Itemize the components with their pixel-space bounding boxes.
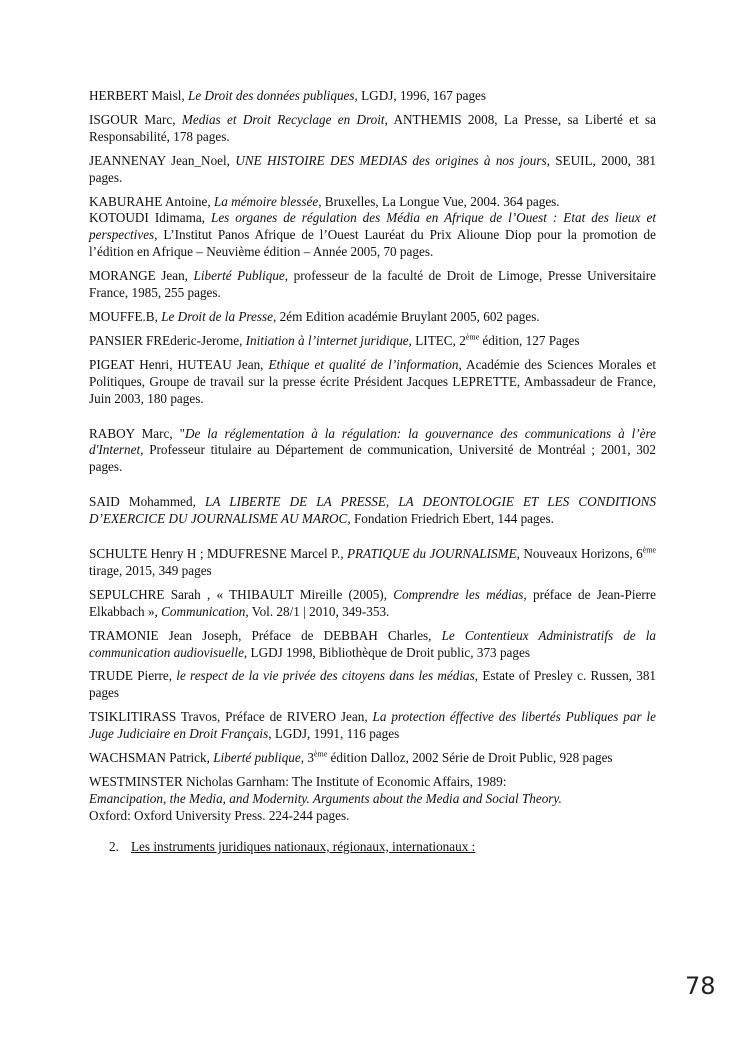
author: SAID Mohammed, — [89, 494, 205, 510]
author: MORANGE Jean, — [89, 268, 194, 284]
details: , 3 — [300, 750, 314, 766]
entry-isgour — [89, 112, 656, 146]
section-number: 2. — [109, 838, 119, 854]
title: Ethique et qualité de l’information — [268, 356, 459, 372]
title: Le Droit de la Presse — [161, 308, 274, 324]
details-continued: tirage, 2015, 349 pages — [89, 562, 212, 578]
entry-wachsman — [89, 750, 656, 767]
entry-schulte — [89, 546, 656, 580]
westminster-line-2: Emancipation, the Media, and Modernity. Arguments about the Media and Social Theory. — [89, 790, 562, 806]
entry-westminster — [89, 774, 656, 825]
details-continued: édition Dalloz, 2002 Série de Droit Public, 928 pages — [327, 750, 613, 766]
entry-jeannenay — [89, 153, 656, 187]
author: KOTOUDI Idimama, — [89, 210, 211, 226]
author: KABURAHE Antoine, — [89, 193, 214, 209]
title: Le Droit des données publiques — [187, 88, 355, 103]
page-number: 78 — [685, 972, 716, 1000]
entry-said — [89, 494, 656, 528]
entry-trude — [89, 668, 656, 702]
author: PANSIER FREderic-Jerome — [89, 332, 240, 348]
author: SEPULCHRE Sarah , « THIBAULT Mireille (2005), — [89, 586, 394, 602]
author: TRAMONIE Jean Joseph, Préface de DEBBAH Charles, — [89, 627, 442, 643]
title: Comprendre les médias, — [393, 586, 527, 602]
author: TRUDE Pierre, — [89, 668, 177, 684]
details: , LITEC, 2 — [408, 332, 466, 348]
title: Medias et Droit Recyclage en Droit — [181, 111, 385, 127]
details-continued: , Vol. 28/1 | 2010, 349-353. — [245, 603, 390, 619]
title: Liberté publique — [213, 750, 301, 766]
entry-herbert — [89, 88, 656, 105]
westminster-line-3: Oxford: Oxford University Press. 224-244 pages. — [89, 807, 350, 823]
entry-kotoudi — [89, 210, 656, 261]
section-title: Les instruments juridiques nationaux, régionaux, internationaux : — [131, 838, 476, 854]
details: , LGDJ, 1991, 116 pages — [268, 726, 400, 742]
entry-raboy — [89, 426, 656, 477]
title: , PRATIQUE du JOURNALISME — [340, 546, 517, 562]
westminster-line-1: WESTMINSTER Nicholas Garnham: The Institute of Economic Affairs, 1989: — [89, 774, 507, 789]
title: UNE HISTOIRE DES MEDIAS des origines à nos jours — [235, 152, 547, 168]
title: , Initiation à l’internet juridique — [239, 332, 409, 348]
author: MOUFFE.B, — [89, 308, 162, 324]
author: ISGOUR Marc, — [89, 111, 182, 127]
entry-mouffe — [89, 309, 656, 326]
details: , Nouveaux Horizons, 6 — [516, 546, 643, 562]
title: De la réglementation à la régulation: la gouvernance des communications à l’ère d'Internet, — [89, 425, 657, 458]
bibliography — [89, 88, 656, 856]
entry-sepulchre — [89, 587, 656, 621]
title: La protection éffective des libertés Publiques par le Juge Judiciaire en Droit Français — [89, 709, 656, 742]
details-continued: édition, 127 Pages — [479, 332, 580, 348]
author: SCHULTE Henry H ; MDUFRESNE Marcel P. — [89, 546, 341, 562]
author: HERBERT Maisl, — [89, 88, 188, 103]
details: , Estate of Presley c. Russen, 381 pages — [89, 668, 657, 701]
title: LA LIBERTE DE LA PRESSE, LA DEONTOLOGIE ET LES CONDITIONS D’EXERCICE DU JOURNALISME AU MAROC, — [89, 494, 656, 527]
author: RABOY Marc, " — [89, 425, 185, 441]
details: Professeur titulaire au Département de communication, Université de Montréal ; 2001, 302 pages. — [89, 442, 656, 475]
entry-pansier — [89, 333, 656, 350]
superscript: ème — [465, 332, 480, 342]
title: le respect de la vie privée des citoyens dans les médias — [176, 668, 475, 684]
entry-kaburahe — [89, 194, 656, 211]
details: Fondation Friedrich Ebert, 144 pages. — [350, 511, 554, 527]
details: , professeur de la faculté de Droit de Limoge, Presse Universitaire France, 1985, 255 pages. — [89, 268, 656, 301]
details: , LGDJ, 1996, 167 pages — [354, 88, 487, 103]
details: , LGDJ 1998, Bibliothèque de Droit public, 373 pages — [243, 644, 530, 660]
entry-morange — [89, 268, 656, 302]
entry-tramonie — [89, 628, 656, 662]
author: TSIKLITIRASS Travos, Préface de RIVERO Jean, — [89, 709, 373, 725]
title: Liberté Publique — [193, 268, 285, 284]
section-heading — [89, 839, 656, 856]
details: L’Institut Panos Afrique de l’Ouest Lauréat du Prix Alioune Diop pour la promotion de l’édition en Afrique – Neuvième édition – Année 2005, 70 pages. — [89, 227, 656, 260]
author: WACHSMAN Patrick, — [89, 750, 214, 766]
details: , ANTHEMIS 2008, La Presse, sa Liberté et sa Responsabilité, 178 pages. — [89, 111, 656, 144]
details: , 2ém Edition académie Bruylant 2005, 602 pages. — [273, 308, 540, 324]
title: La mémoire blessée — [213, 193, 319, 209]
entry-tsiklitirass — [89, 709, 656, 743]
details: , Bruxelles, La Longue Vue, 2004. 364 pages. — [318, 193, 560, 209]
title: Le Contentieux Administratifs de la communication audiovisuelle — [89, 627, 656, 660]
details: , Académie des Sciences Morales et Politiques, Groupe de travail sur la presse écrite Président Jacques LEPRETTE, Ambassadeur de France, Juin 2003, 180 pages. — [89, 356, 656, 406]
superscript: ème — [313, 749, 328, 759]
journal-title: Communication — [161, 603, 246, 619]
details: , SEUIL, 2000, 381 pages. — [89, 152, 656, 185]
entry-pigeat — [89, 357, 656, 408]
author: PIGEAT Henri, HUTEAU Jean, — [89, 356, 269, 372]
author: JEANNENAY Jean_Noel, — [89, 152, 236, 168]
details: préface de Jean-Pierre Elkabbach », — [89, 586, 657, 619]
title: Les organes de régulation des Média en Afrique de l’Ouest : Etat des lieux et perspectives, — [89, 210, 656, 243]
superscript: ème — [642, 545, 656, 555]
